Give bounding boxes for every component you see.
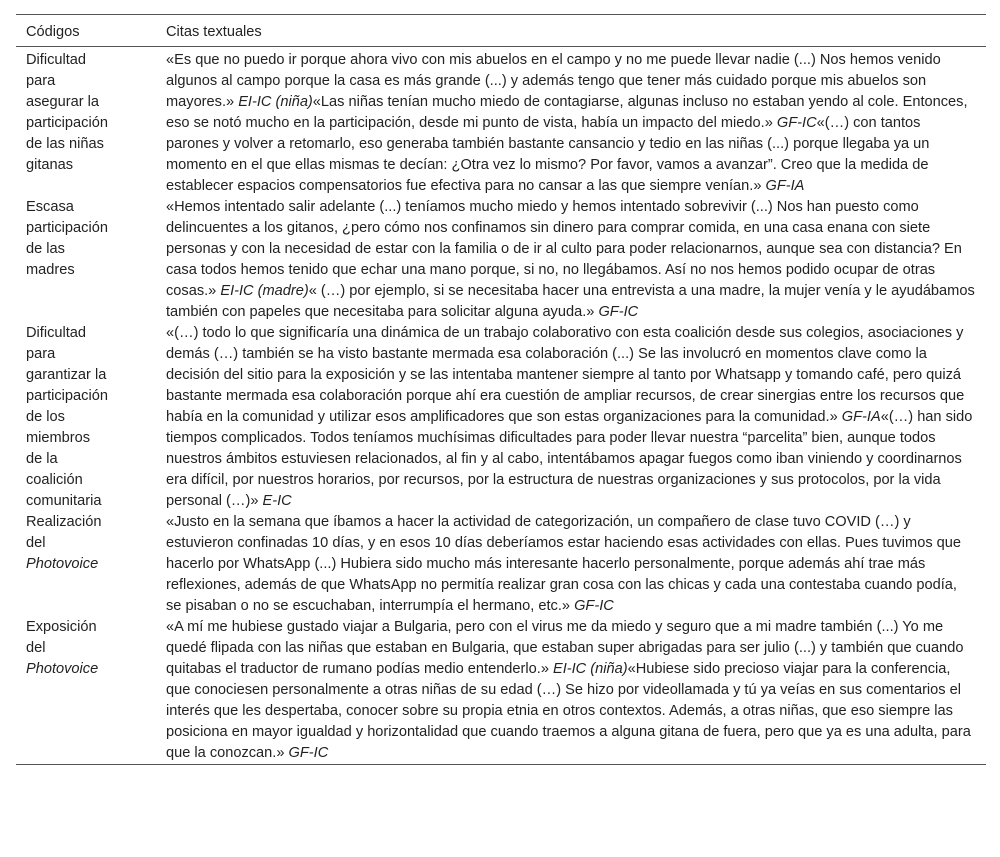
table-body [16, 47, 986, 765]
code-line: del [26, 535, 46, 551]
code-line: Photovoice [26, 661, 99, 677]
code-cell [16, 197, 156, 323]
quote-text: «Es que no puedo ir porque ahora vivo con mis abuelos en el campo y no me puede llevar nadie (...) Nos hemos venido algunos al campo porque la casa es más grande (...) y además tengo que tener más cuidado porque mis abuelos son mayores.» [166, 52, 941, 110]
quote-text: «Hemos intentado salir adelante (...) teníamos mucho miedo y hemos intentado sobrevivir (...) Nos han puesto como delincuentes a los gitanos, ¿pero cómo nos confinamos sin dinero para comprar comida, en una casa enana con siete personas y con la necesidad de estar con la familia o de ir al culto para poder relacionarnos, aunque sea con distancia? En casa todos hemos tenido que echar una mano porque, si no, no llegábamos. Así no nos hemos podido ocupar de otras cosas.» [166, 199, 962, 299]
table-row [16, 512, 986, 617]
table-row [16, 47, 986, 198]
source-tag: GF-IA [841, 409, 881, 425]
code-cell [16, 47, 156, 198]
source-tag: E-IC [262, 493, 292, 509]
source-tag: GF-IA [765, 178, 805, 194]
code-line: comunitaria [26, 493, 102, 509]
code-line: para [26, 346, 56, 362]
code-line: gitanas [26, 157, 74, 173]
code-line: Dificultad [26, 52, 87, 68]
code-line: asegurar la [26, 94, 100, 110]
quote-text: «(…) con tantos parones y volver a retomarlo, eso generaba también bastante cansancio y tedio en las niñas (...) porque llegaba ya un momento en el que ellas mismas te decían: ¿Otra vez lo mismo? Por favor, vamos a avanzar”. Creo que la medida de establecer espacios compensatorios fue efectiva para no cansar a las que siempre venían.» [166, 115, 930, 194]
quote-cell [156, 512, 986, 617]
quote-text: «(…) todo lo que significaría una dinámica de un trabajo colaborativo con esta coalición desde sus colegios, asociaciones y demás (…) también se ha visto bastante mermada esa colaboración (...) Se las involucró en momentos clave como la decisión del sitio para la exposición y se las intentaba mantener siempre al tanto por Whatsapp y tomando café, pero quizá bastante mermada esa colaboración porque ahí era cuestión de ampliar recursos, de crear sinergias entre los recursos que había en la comunidad y utilizar esos amplificadores que son estas organizaciones para la comunidad.» [166, 325, 965, 425]
table-row [16, 323, 986, 512]
code-line: coalición [26, 472, 83, 488]
code-line: de las [26, 241, 65, 257]
source-tag: GF-IC [598, 304, 639, 320]
quote-text: « (…) por ejemplo, si se necesitaba hacer una entrevista a una madre, la mujer venía y le ayudábamos también con papeles que necesitaba para solicitar alguna ayuda.» [166, 283, 975, 320]
source-tag: GF-IC [776, 115, 817, 131]
quote-text: «Justo en la semana que íbamos a hacer la actividad de categorización, un compañero de clase tuvo COVID (…) y estuvieron confinadas 10 días, y en esos 10 días deberíamos estar haciendo esas actividades con ellas. Pues tuvimos que hacerlo por WhatsApp (...) Hubiera sido mucho más interesante hacerlo personalmente, porque además ahí trae más reflexiones, además de que WhatsApp no permitía realizar gran cosa con las chicas y cada una contestaba cuando podía, se pisaban o no se escuchaban, interrumpía el hermano, etc.» [166, 514, 962, 614]
code-line: Escasa [26, 199, 74, 215]
quote-cell [156, 617, 986, 765]
code-line: de los [26, 409, 65, 425]
quote-cell [156, 197, 986, 323]
source-tag: GF-IC [288, 745, 329, 761]
header-codes: Códigos [26, 24, 80, 40]
quote-cell [156, 47, 986, 198]
quote-text: «(…) han sido tiempos complicados. Todos teníamos muchísimas dificultades para poder llevar nuestra “parcelita” bien, aunque todos nuestros ámbitos estuviesen relacionados, al fin y al cabo, intentábamos apagar fuegos como iban viniendo y coordinarnos era difícil, por nuestros horarios, por recursos, por la estructura de nuestras organizaciones y sus protocolos, por la vida personal (…)» [166, 409, 973, 509]
code-line: para [26, 73, 56, 89]
code-line: garantizar la [26, 367, 107, 383]
table-row [16, 197, 986, 323]
source-tag: EI-IC (madre) [220, 283, 309, 299]
code-line: participación [26, 115, 108, 131]
code-line: Exposición [26, 619, 97, 635]
code-line: Realización [26, 514, 102, 530]
code-line: madres [26, 262, 75, 278]
table-row [16, 617, 986, 765]
header-quotes: Citas textuales [166, 24, 262, 40]
quote-text: «A mí me hubiese gustado viajar a Bulgaria, pero con el virus me da miedo y seguro que a mi madre también (...) Yo me quedé flipada con las niñas que estaban en Bulgaria, que estaban super abrigadas para ser julio (...) y también que cuando quitabas el traductor de rumano podías medio entenderlo.» [166, 619, 964, 677]
code-line: participación [26, 220, 108, 236]
quote-text: «Las niñas tenían mucho miedo de contagiarse, algunas incluso no estaban yendo al cole. Entonces, eso se notó mucho en la participación, desde mi punto de vista, había un impacto del miedo.» [166, 94, 968, 131]
code-line: de la [26, 451, 58, 467]
code-line: participación [26, 388, 108, 404]
code-cell [16, 617, 156, 765]
quotes-table [16, 14, 986, 765]
code-line: miembros [26, 430, 91, 446]
code-line: de las niñas [26, 136, 104, 152]
table-header-row [16, 15, 986, 47]
code-line: Dificultad [26, 325, 87, 341]
quote-text: «Hubiese sido precioso viajar para la conferencia, que conociesen personalmente a otras niñas de su edad (…) Se hizo por videollamada y tú ya veías en sus comentarios el interés que les despertaba, conocer sobre su propia etnia en otros contextos. Además, a otras niñas, que eso siempre las posiciona en mayor igualdad y horizontalidad que cuando traemos a alguna gitana de fuera, pero que ya es una adulta, para que la conozcan.» [166, 661, 971, 761]
code-cell [16, 512, 156, 617]
code-line: del [26, 640, 46, 656]
quote-cell [156, 323, 986, 512]
source-tag: GF-IC [574, 598, 614, 614]
code-cell [16, 323, 156, 512]
code-line: Photovoice [26, 556, 99, 572]
source-tag: EI-IC (niña) [552, 661, 628, 677]
source-tag: EI-IC (niña) [238, 94, 313, 110]
table-container [16, 14, 986, 765]
